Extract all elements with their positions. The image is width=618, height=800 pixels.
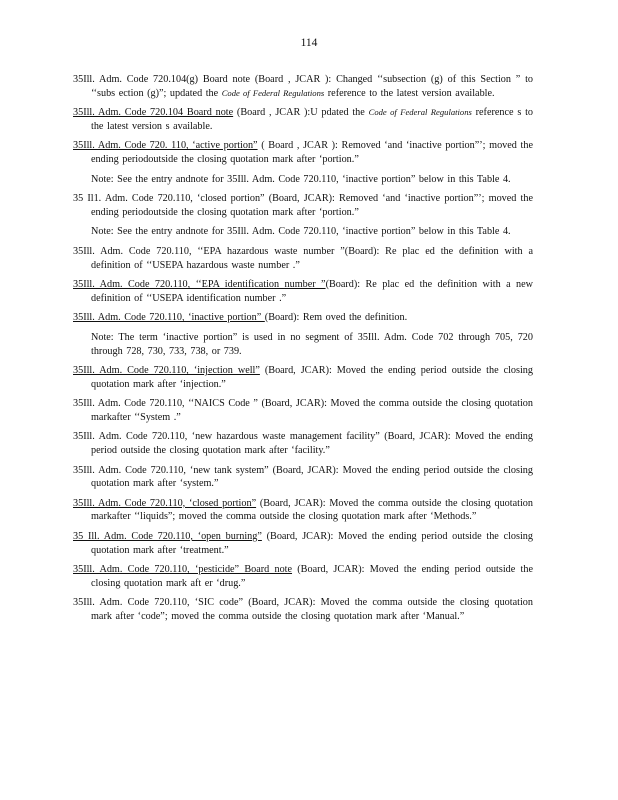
page-number: 114: [300, 37, 318, 49]
entry-text: reference to the latest version available.: [324, 87, 495, 99]
entry-text: (Board): Re plac ed the definition with a new definition of ‘‘USEPA identification number .”: [91, 279, 533, 304]
entry-text: (Board, JCAR): Removed ‘and ‘inactive portion”’; moved the ending periodoutside the closing quotation mark after ‘portion.”: [91, 193, 533, 218]
entry-citation: 35Ill. Adm. Code 720.110, ‘injection well”: [73, 365, 260, 377]
entry-text: (Board, JCAR): Moved the comma outside the closing quotation markafter ‘‘System .”: [91, 398, 533, 423]
entry-text: (Board, JCAR): Moved the comma outside the closing quotation mark after ‘code”; moved the comma outside the closing quotation mark after ‘Manual.”: [91, 597, 533, 622]
entry-injection-well: [73, 364, 533, 391]
entry-citation: 35Ill. Adm. Code 720.110, ‘‘EPA hazardous waste number ”: [73, 245, 345, 257]
entry-citation: 35Ill. Adm. Code 720.110, ‘pesticide” Board note: [73, 564, 293, 576]
entry-text: (Board, JCAR): Moved the ending period outside the closing quotation mark after ‘treatment.”: [91, 531, 533, 556]
entry-text: (Board, JCAR): Moved the ending period outside the closing quotation mark after ‘facility.”: [91, 431, 533, 457]
entry-text: (Board): Re plac ed the definition with a definition of ‘‘USEPA hazardous waste number .”: [91, 245, 533, 271]
entry-citation: 35Ill. Adm. Code 720.110, ‘SIC code”: [73, 597, 243, 609]
entry-text: (Board): Rem oved the definition.: [264, 312, 408, 324]
amendment-list: [73, 73, 533, 630]
entry-pesticide-board-note: [73, 563, 533, 590]
entry-text: reference s to the latest version s available.: [91, 107, 533, 132]
entry-new-tank-system: [73, 464, 533, 491]
entry-720-104-board-note: [73, 106, 533, 133]
entry-new-hw-management-facility: [73, 430, 533, 457]
entry-closed-portion: [73, 192, 533, 219]
entry-citation: 35Ill. Adm. Code 720.104 Board note: [73, 107, 234, 119]
entry-citation: 35 Il1. Adm. Code 720.110, ‘closed portion”: [73, 193, 265, 205]
entry-citation: 35Ill. Adm. Code 720.110, ‘inactive portion”: [73, 312, 265, 324]
entry-sic-code: [73, 596, 533, 623]
entry-citation: 35Ill. Adm. Code 720.110, ‘closed portion”: [73, 497, 257, 509]
entry-citation: 35Ill. Adm. Code 720.110, ‘new hazardous waste management facility”: [73, 431, 380, 443]
entry-italic: Code of Federal Regulations: [368, 107, 472, 118]
entry-note: Note: See the entry andnote for 35Ill. Adm. Code 720.110, ‘inactive portion” below in this Table 4.: [91, 226, 511, 238]
entry-open-burning: [73, 530, 533, 557]
entry-note: Note: See the entry andnote for 35Ill. Adm. Code 720.110, ‘inactive portion” below in this Table 4.: [91, 173, 511, 185]
entry-active-portion: [73, 139, 533, 166]
entry-text: (Board, JCAR): Moved the ending period outside the closing quotation mark after ‘system.”: [91, 464, 533, 490]
entry-citation: 35 Ill. Adm. Code 720.110, ‘open burning”: [73, 531, 262, 543]
entry-italic: Code of Federal Regulations: [221, 87, 325, 98]
entry-text: (Board , JCAR ): Changed ‘‘subsection (g) of this Section ” to ‘‘subs ection (g)”; updated the: [91, 74, 534, 99]
entry-720-104g-board-note: [73, 73, 533, 100]
entry-text: (Board , JCAR ):U pdated the: [233, 107, 369, 119]
entry-note: Note: The term ‘inactive portion” is used in no segment of 35Ill. Adm. Code 702 through 705, 720 through 728, 730, 733, 738, or 739.: [91, 331, 533, 357]
entry-citation: 35Ill. Adm. Code 720.110, ‘new tank system”: [73, 464, 269, 476]
entry-text: (Board, JCAR): Moved the comma outside the closing quotation markafter ‘‘liquids”; moved the comma outside the closing quotation mark after ‘Methods.”: [91, 497, 533, 523]
entry-text: (Board, JCAR): Moved the ending period outside the closing quotation mark aft er ‘drug.”: [91, 564, 533, 589]
entry-text: ( Board , JCAR ): Removed ‘and ‘inactive portion”’; moved the ending periodoutside the closing quotation mark after ‘portion.”: [91, 140, 533, 165]
entry-citation: 35Ill. Adm. Code 720.110, ‘‘NAICS Code ”: [73, 398, 258, 410]
entry-epa-identification-number: [73, 278, 533, 305]
entry-naics-code: [73, 397, 533, 424]
entry-citation: 35Ill. Adm. Code 720.110, ‘‘EPA identification number ”: [73, 279, 326, 291]
entry-citation: 35Ill. Adm. Code 720.104(g) Board note: [73, 74, 251, 85]
entry-text: (Board, JCAR): Moved the ending period outside the closing quotation mark after ‘injection.”: [91, 365, 533, 390]
entry-citation: 35Ill. Adm. Code 720. 110, ‘active portion”: [73, 140, 258, 152]
entry-inactive-portion: [73, 311, 533, 325]
entry-epa-hazardous-waste-number: [73, 245, 533, 272]
entry-closed-portion-2: [73, 497, 533, 524]
